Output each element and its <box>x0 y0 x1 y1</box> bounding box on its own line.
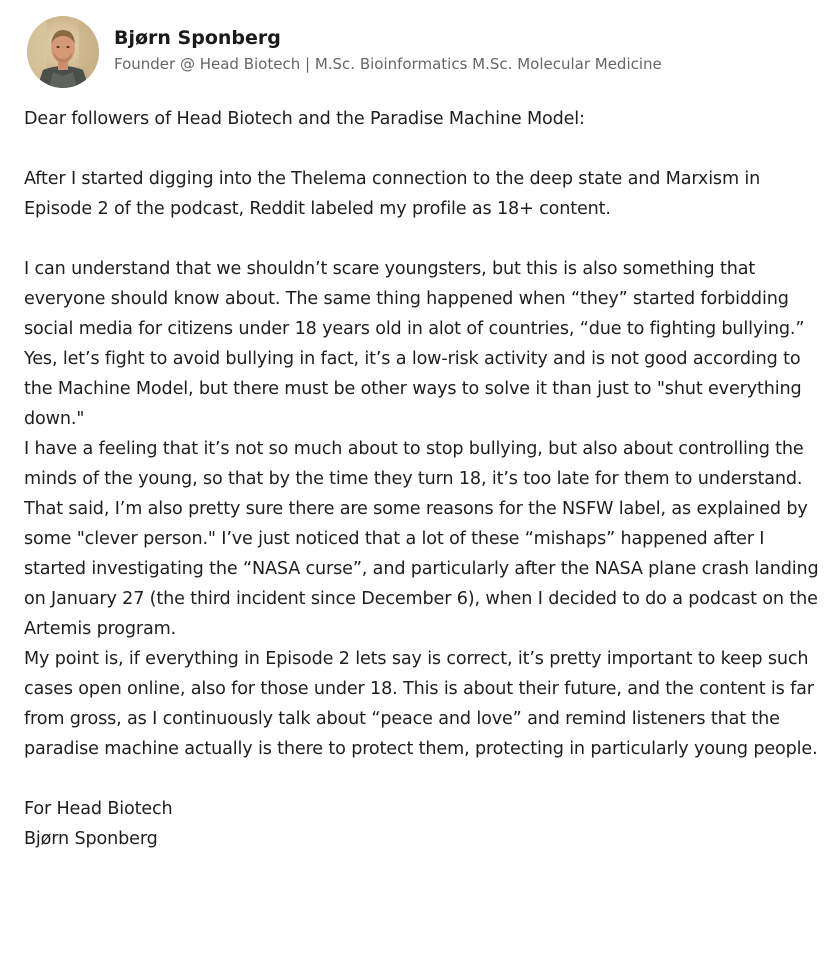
post-paragraph-2: I can understand that we shouldn’t scare youngsters, but this is also something that everyone should know about. The same thing happened when “they” started forbidding social media for citizens under 18 years old in alot of countries, “due to fighting bullying.” <box>24 259 805 339</box>
post-signoff-line1: For Head Biotech <box>24 799 173 819</box>
post-header <box>27 16 662 88</box>
post-paragraph-1: After I started digging into the Thelema connection to the deep state and Marxism in Episode 2 of the podcast, Reddit labeled my profile as 18+ content. <box>24 169 766 219</box>
spacer <box>24 764 829 794</box>
profile-photo-icon <box>27 16 99 88</box>
avatar[interactable] <box>27 16 99 88</box>
post-paragraph-4: I have a feeling that it’s not so much about to stop bullying, but also about controlling the minds of the young, so that by the time they turn 18, it’s too late for them to understand. <box>24 439 810 489</box>
spacer <box>24 134 829 164</box>
post-paragraph-5: That said, I’m also pretty sure there are some reasons for the NSFW label, as explained by some "clever person." I’ve just noticed that a lot of these “mishaps” happened after I started investigating the “NASA curse”, and particularly after the NASA plane crash landing on January 27 (the third incident since December 6), when I decided to do a podcast on the Artemis program. <box>24 499 824 639</box>
spacer <box>24 224 829 254</box>
post-signoff-line2: Bjørn Sponberg <box>24 829 158 849</box>
post-body <box>24 104 829 854</box>
author-name[interactable]: Bjørn Sponberg <box>114 27 281 49</box>
post-paragraph-6: My point is, if everything in Episode 2 lets say is correct, it’s pretty important to keep such cases open online, also for those under 18. This is about their future, and the content is far from gross, as I continuously talk about “peace and love” and remind listeners that the paradise machine actually is there to protect them, protecting in particularly young people. <box>24 649 820 759</box>
post-paragraph-3: Yes, let’s fight to avoid bullying in fact, it’s a low-risk activity and is not good according to the Machine Model, but there must be other ways to solve it than just to "shut everything down." <box>24 349 807 429</box>
author-headline: Founder @ Head Biotech | M.Sc. Bioinformatics M.Sc. Molecular Medicine <box>114 55 662 73</box>
author-block <box>114 25 662 75</box>
post-greeting: Dear followers of Head Biotech and the Paradise Machine Model: <box>24 109 585 129</box>
